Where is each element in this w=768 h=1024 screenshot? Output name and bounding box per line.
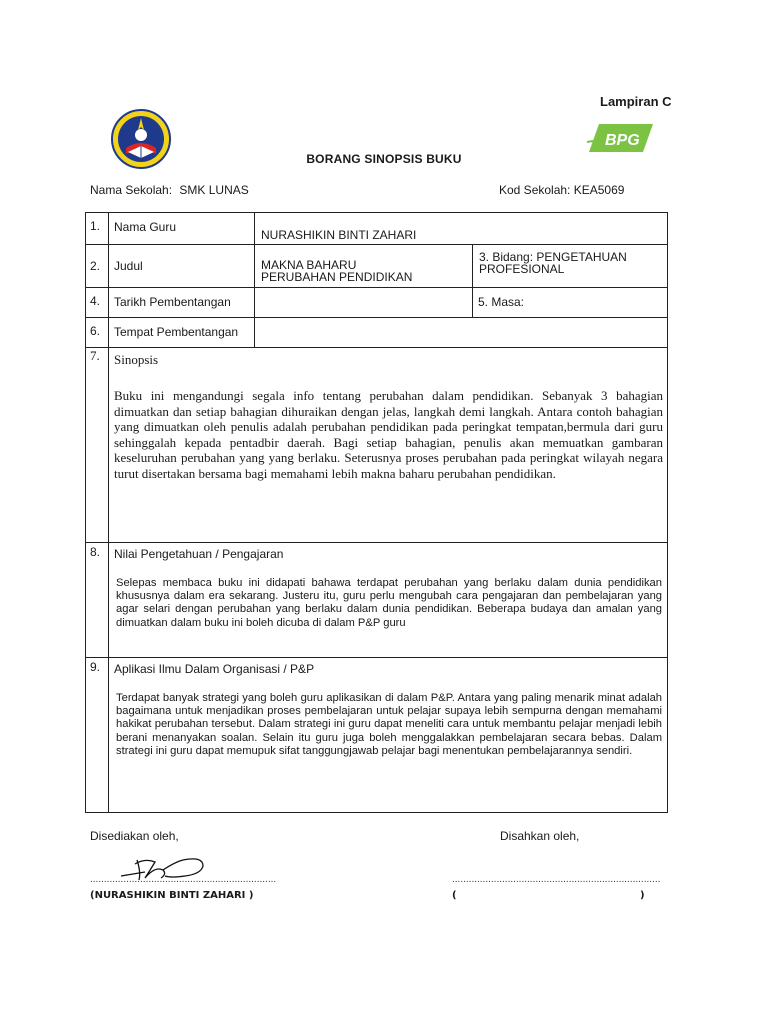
row-label: Tarikh Pembentangan: [109, 288, 255, 318]
field-area[interactable]: 3. Bidang: PENGETAHUAN PROFESIONAL: [473, 245, 668, 288]
row-label: Judul: [109, 245, 255, 288]
aplikasi-label: Aplikasi Ilmu Dalam Organisasi / P&P: [114, 662, 315, 676]
row-number: 7.: [86, 348, 109, 543]
school-code-value: KEA5069: [573, 183, 625, 197]
sinopsis-row: [86, 348, 668, 543]
form-title: BORANG SINOPSIS BUKU: [306, 152, 462, 166]
row-number: 4.: [86, 288, 109, 318]
signature-line-right: ...........................................................................: [452, 874, 661, 885]
approved-by-close-paren: ): [640, 890, 645, 901]
aplikasi-text: Terdapat banyak strategi yang boleh guru aplikasikan di dalam P&P. Antara yang paling menarik minat adalah bagaimana untuk menjadikan proses pembelajaran untuk pelajar supaya lebih sempurna dengan memahami hakikat perubahan tersebut. Dalam strategi ini guru dapat meneliti cara untuk membantu pelajar menjadi lebih berani menanyakan soalan. Selain itu guru juga boleh menggalakkan pembelajaran secara bebas. Dalam strategi ini guru dapat memupuk sifat tanggungjawab pelajar bagi menentukan pembelajarannya sendiri.: [116, 692, 663, 757]
prepared-by-name: (NURASHIKIN BINTI ZAHARI ): [90, 890, 254, 901]
presentation-place-field[interactable]: [255, 318, 668, 348]
prepared-by-label: Disediakan oleh,: [90, 829, 179, 843]
row-number: 6.: [86, 318, 109, 348]
approved-by-open-paren: (: [452, 890, 457, 901]
nilai-label: Nilai Pengetahuan / Pengajaran: [114, 547, 284, 561]
row-number: 1.: [86, 213, 109, 245]
form-row: [86, 288, 668, 318]
aplikasi-cell[interactable]: [109, 658, 668, 813]
row-label: Tempat Pembentangan: [109, 318, 255, 348]
form-row: [86, 213, 668, 245]
title-field[interactable]: MAKNA BAHARU PERUBAHAN PENDIDIKAN: [255, 245, 473, 288]
time-field[interactable]: 5. Masa:: [473, 288, 668, 318]
nilai-cell[interactable]: [109, 543, 668, 658]
sinopsis-text: Buku ini mengandungi segala info tentang perubahan dalam pendidikan. Sebanyak 3 bahagian dimuatkan dan setiap bahagian dihuraikan dengan jelas, langkah demi langkah. Antara contoh bahagian yang dimuatkan oleh penulis adalah perubahan pendidikan pada peringkat tempatan,bermula dari guru sehinggalah kepada pentadbir daerah. Bagi setiap bahagian, penulis akan memuatkan gambaran keseluruhan perubahan yang yang berlaku. Seterusnya proses perubahan pada peringkat wilayah negara turut disertakan bersama bagi memahami lebih makna baharu perubahan pendidikan.: [114, 388, 664, 481]
signature-line-left: ...................................................................: [90, 874, 277, 885]
aplikasi-row: [86, 658, 668, 813]
school-name-value: SMK LUNAS: [179, 183, 249, 197]
school-name-label: Nama Sekolah:: [90, 183, 173, 197]
row-label: Nama Guru: [109, 213, 255, 245]
nilai-text: Selepas membaca buku ini didapati bahawa terdapat perubahan yang berlaku dalam dunia pendidikan khususnya dalam era sekarang. Justeru itu, guru perlu mengubah cara pengajaran dan pembelajaran yang agar selari dengan perubahan yang berlaku dalam dunia pendidikan. Beberapa budaya dan amalan yang dimuatkan dalam buku ini boleh dicuba di dalam P&P guru: [116, 577, 663, 629]
row-number: 2.: [86, 245, 109, 288]
form-row: [86, 318, 668, 348]
school-code-label: Kod Sekolah:: [499, 183, 571, 197]
presentation-date-field[interactable]: [255, 288, 473, 318]
svg-text:BPG: BPG: [605, 132, 640, 149]
row-number: 9.: [86, 658, 109, 813]
school-name: [90, 183, 249, 197]
nilai-row: [86, 543, 668, 658]
row-number: 8.: [86, 543, 109, 658]
school-code: [499, 183, 624, 197]
approved-by-label: Disahkan oleh,: [500, 829, 580, 843]
sinopsis-label: Sinopsis: [114, 352, 159, 367]
synopsis-form-table: [85, 212, 668, 813]
attachment-label: Lampiran C: [600, 94, 672, 109]
form-row: [86, 245, 668, 288]
teacher-name-field[interactable]: NURASHIKIN BINTI ZAHARI: [255, 213, 668, 245]
sinopsis-cell[interactable]: [109, 348, 668, 543]
